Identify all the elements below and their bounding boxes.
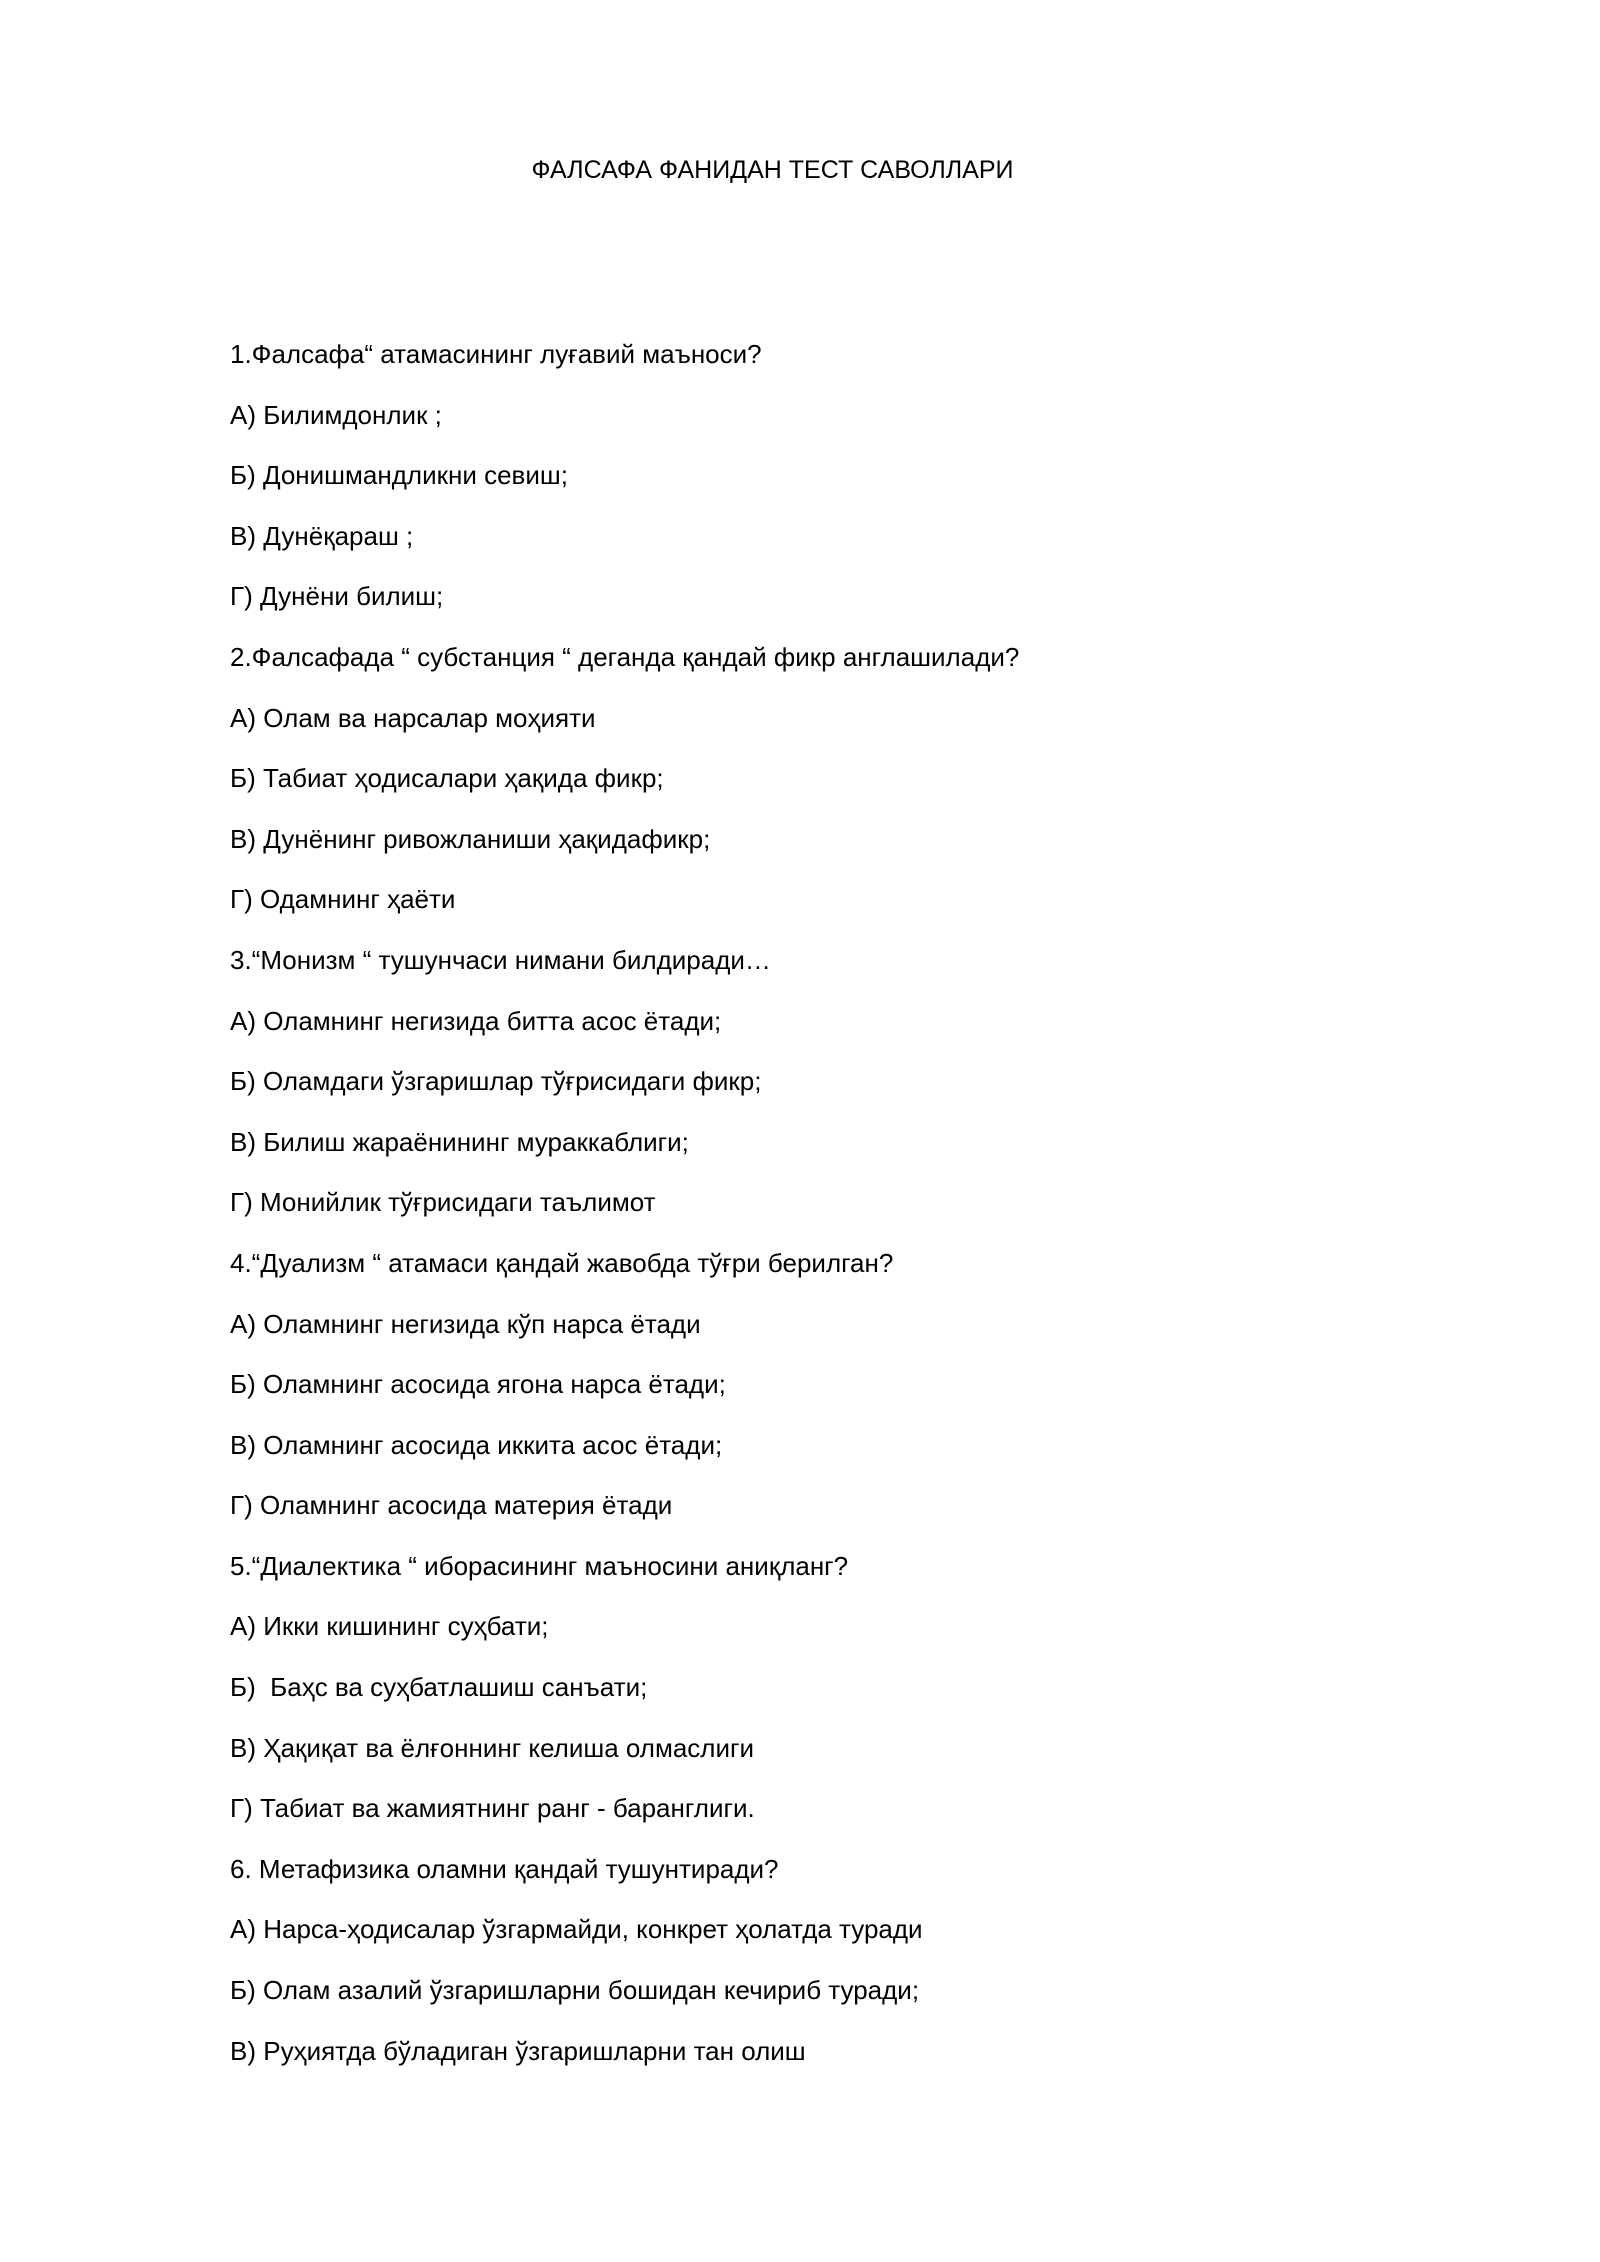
question-3-option-g: Г) Монийлик тўғрисидаги таълимот bbox=[230, 1187, 656, 1218]
question-4-option-v: В) Оламнинг асосида иккита асос ётади; bbox=[230, 1429, 723, 1460]
question-1-option-g: Г) Дунёни билиш; bbox=[230, 581, 444, 612]
question-1-option-a: А) Билимдонлик ; bbox=[230, 399, 442, 430]
question-1-option-v: В) Дунёқараш ; bbox=[230, 520, 414, 551]
question-4-option-g: Г) Оламнинг асосида материя ётади bbox=[230, 1490, 673, 1521]
question-2-option-a: А) Олам ва нарсалар моҳияти bbox=[230, 702, 596, 733]
question-4-option-b: Б) Оламнинг асосида ягона нарса ётади; bbox=[230, 1369, 726, 1400]
test-questions bbox=[230, 338, 1430, 2095]
question-4-option-a: А) Оламнинг негизида кўп нарса ётади bbox=[230, 1308, 701, 1339]
question-6-option-v: В) Руҳиятда бўладиган ўзгаришларни тан олиш bbox=[230, 2035, 806, 2066]
question-5-option-a: А) Икки кишининг суҳбати; bbox=[230, 1611, 549, 1642]
question-5-option-b: Б) Баҳс ва суҳбатлашиш санъати; bbox=[230, 1672, 648, 1703]
question-5-option-v: В) Ҳақиқат ва ёлғоннинг келиша олмаслиги bbox=[230, 1732, 754, 1763]
question-3-option-v: В) Билиш жараёнининг мураккаблиги; bbox=[230, 1126, 689, 1157]
document-title: ФАЛСАФА ФАНИДАН ТЕСТ САВОЛЛАРИ bbox=[531, 156, 1014, 184]
question-6: 6. Метафизика оламни қандай тушунтиради? bbox=[230, 1853, 779, 1884]
question-5-option-g: Г) Табиат ва жамиятнинг ранг - баранглиги. bbox=[230, 1793, 755, 1824]
question-3: 3.“Монизм “ тушунчаси нимани билдиради… bbox=[230, 944, 771, 975]
question-2-option-v: В) Дунёнинг ривожланиши ҳақидафикр; bbox=[230, 823, 711, 854]
question-3-option-b: Б) Оламдаги ўзгаришлар тўғрисидаги фикр; bbox=[230, 1066, 762, 1097]
question-6-option-b: Б) Олам азалий ўзгаришларни бошидан кечириб туради; bbox=[230, 1975, 920, 2006]
question-4: 4.“Дуализм “ атамаси қандай жавобда тўғри берилган? bbox=[230, 1247, 894, 1278]
question-2-option-g: Г) Одамнинг ҳаёти bbox=[230, 884, 456, 915]
question-2-option-b: Б) Табиат ҳодисалари ҳақида фикр; bbox=[230, 763, 664, 794]
question-2: 2.Фалсафада “ субстанция “ деганда қандай фикр англашилади? bbox=[230, 641, 1020, 672]
question-5: 5.“Диалектика “ иборасининг маъносини аниқланг? bbox=[230, 1550, 849, 1581]
question-1: 1.Фалсафа“ атамасининг луғавий маъноси? bbox=[230, 339, 762, 369]
question-3-option-a: А) Оламнинг негизида битта асос ётади; bbox=[230, 1005, 722, 1036]
question-1-option-b: Б) Донишмандликни севиш; bbox=[230, 460, 568, 491]
question-6-option-a: А) Нарса-ҳодисалар ўзгармайди, конкрет ҳолатда туради bbox=[230, 1914, 923, 1945]
